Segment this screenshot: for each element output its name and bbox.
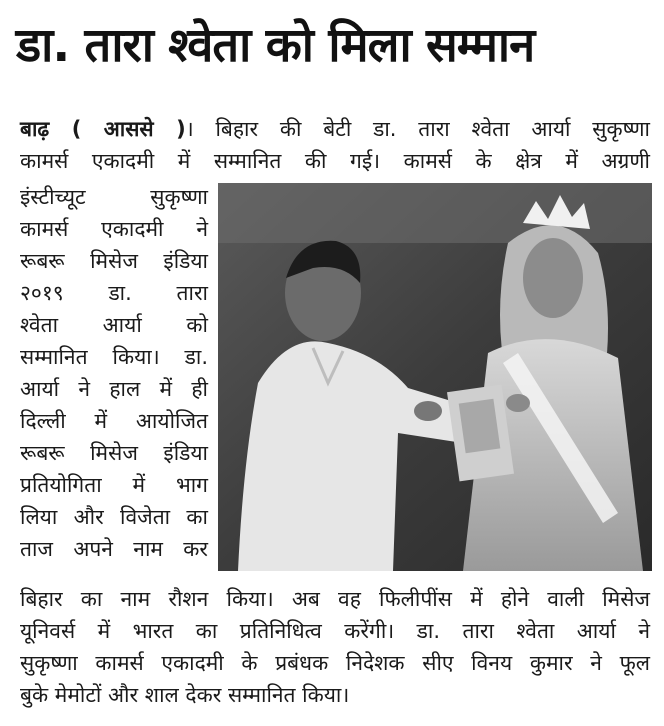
article-line-11: रूबरू मिसेज इंडिया bbox=[20, 441, 208, 465]
article-line-5: रूबरू मिसेज इंडिया bbox=[20, 249, 208, 273]
article-line-4: कामर्स एकादमी ने bbox=[20, 217, 208, 241]
article-line-10: दिल्ली में आयोजित bbox=[20, 409, 208, 433]
article-line-17: सुकृष्णा कामर्स एकादमी के प्रबंधक निदेशक सीए विनय कुमार ने फूल bbox=[20, 651, 650, 675]
article-line-12: प्रतियोगिता में भाग bbox=[20, 473, 208, 497]
article-line-1 bbox=[20, 114, 650, 144]
article-line-1-text: । बिहार की बेटी डा. तारा श्वेता आर्या सुकृष्णा bbox=[185, 117, 650, 141]
article-headline: डा. तारा श्वेता को मिला सम्मान bbox=[16, 18, 535, 73]
article-line-9: आर्या ने हाल में ही bbox=[20, 377, 208, 401]
article-line-15: बिहार का नाम रौशन किया। अब वह फिलीपींस में होने वाली मिसेज bbox=[20, 587, 650, 611]
article-line-6: २०१९ डा. तारा bbox=[20, 281, 208, 305]
news-photo bbox=[218, 183, 652, 571]
article-line-13: लिया और विजेता का bbox=[20, 505, 208, 529]
article-line-16: यूनिवर्स में भारत का प्रतिनिधित्व करेंगी। डा. तारा श्वेता आर्या ने bbox=[20, 619, 650, 643]
article-line-14: ताज अपने नाम कर bbox=[20, 537, 208, 561]
article-line-3: इंस्टीच्यूट सुकृष्णा bbox=[20, 185, 208, 209]
article-line-7: श्वेता आर्या को bbox=[20, 313, 208, 337]
dateline: बाढ़ ( आससे ) bbox=[20, 117, 186, 141]
article-line-18: बुके मेमोटों और शाल देकर सम्मानित किया। bbox=[20, 683, 350, 707]
article-line-2: कामर्स एकादमी में सम्मानित की गई। कामर्स के क्षेत्र में अग्रणी bbox=[20, 149, 650, 173]
article-line-8: सम्मानित किया। डा. bbox=[20, 345, 208, 369]
